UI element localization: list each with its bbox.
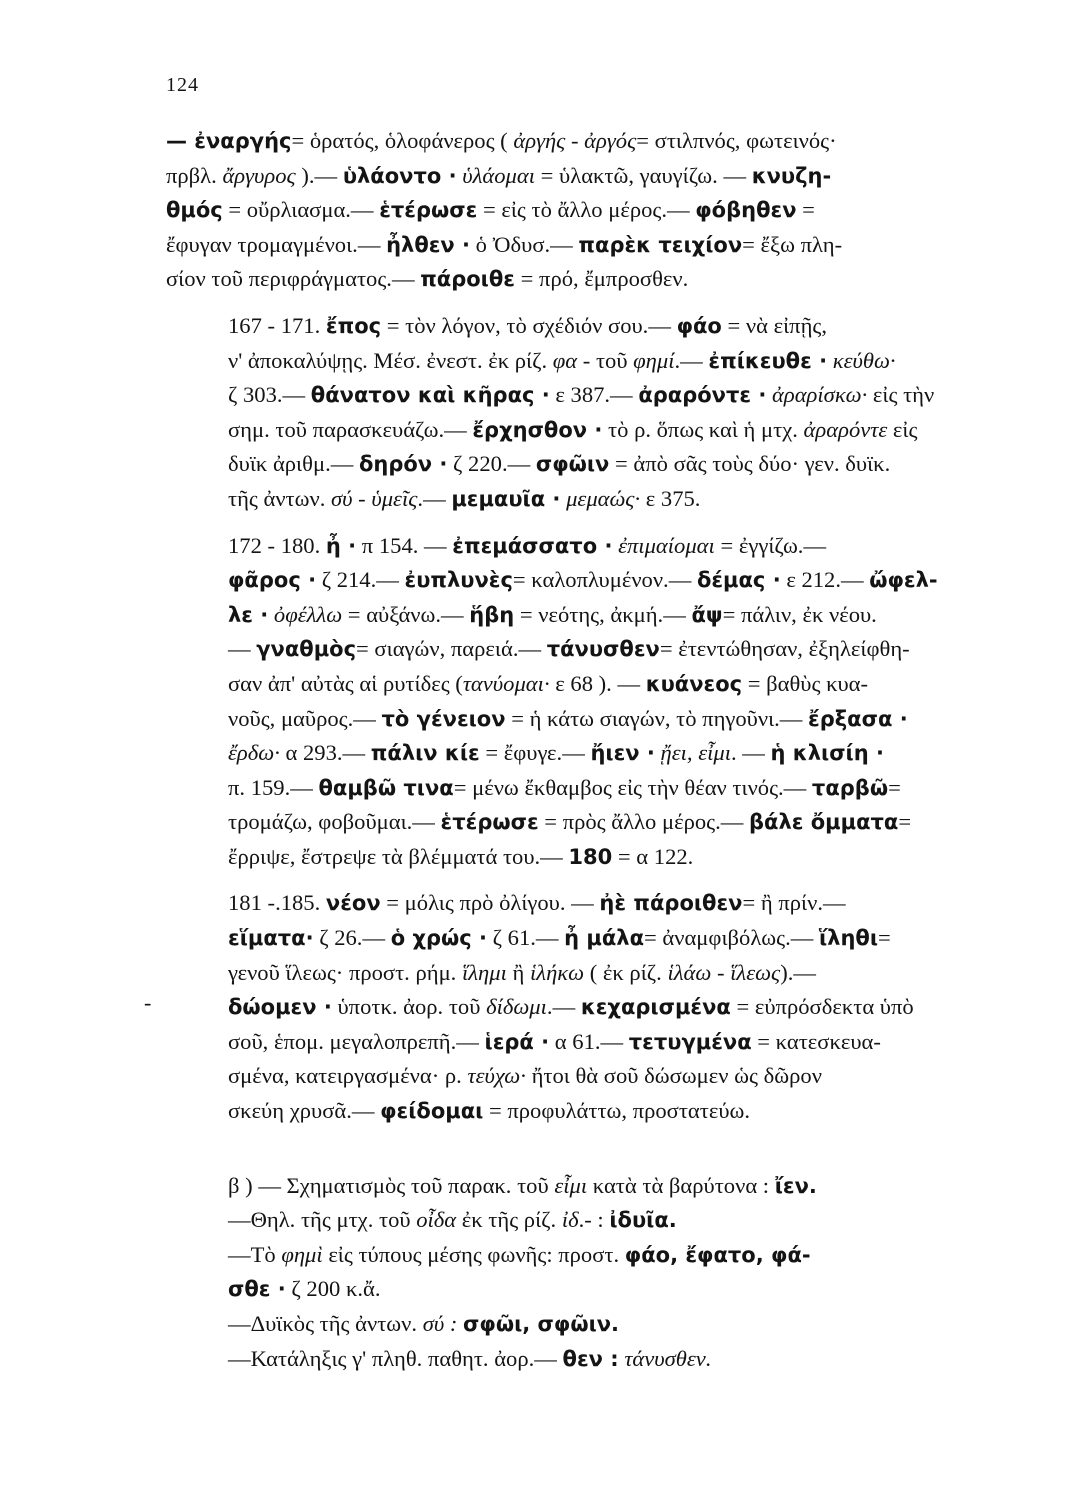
lemma: ὤφελ-: [869, 568, 938, 593]
gloss-text: = ἀναμφιβόλως.—: [644, 925, 819, 951]
lemma: ἑτέρωσε: [379, 198, 478, 223]
gloss-text: =: [878, 925, 891, 951]
lemma: ἵληθι: [819, 926, 879, 951]
gloss-text: σαν ἀπ' αὐτὰς αἱ ρυτίδες (: [228, 670, 463, 696]
italic-text: δίδωμι: [486, 994, 547, 1020]
lemma: εἵματα·: [228, 926, 314, 951]
gloss-text: = πρὸς ἄλλο μέρος.—: [538, 809, 749, 835]
gloss-text: .—: [674, 347, 709, 373]
paragraph-181-185: [166, 886, 1022, 1128]
gloss-text: ζ 214.—: [316, 567, 405, 593]
italic-text: τάνυσθεν.: [624, 1345, 712, 1371]
text-line: [166, 447, 1022, 482]
lemma: σθε ·: [228, 1277, 286, 1302]
text-line: [166, 563, 1022, 598]
italic-text: σύ - ὑμεῖς: [331, 485, 418, 511]
paragraph-phemi: [166, 1238, 1022, 1307]
gloss-text: = τὸν λόγον, τὸ σχέδιόν σου.—: [381, 312, 677, 338]
lemma: ὁ χρώς ·: [390, 926, 488, 951]
gloss-text: ἤτοι θὰ σοῦ δώσωμεν ὡς δῶρον: [525, 1063, 822, 1089]
italic-text: τανύομαι·: [462, 670, 550, 696]
gloss-text: = πάλιν, ἐκ νέου.: [722, 601, 877, 627]
lemma: — ἐναργής: [166, 129, 292, 153]
gloss-text: = πρό, ἔμπροσθεν.: [515, 266, 689, 292]
gloss-text: α 61.—: [549, 1028, 629, 1054]
lemma: φᾶρος ·: [228, 568, 317, 593]
gloss-text: β ) — Σχηματισμὸς τοῦ παρακ. τοῦ: [228, 1172, 555, 1198]
lemma: ἥβη: [469, 602, 515, 627]
lemma: φάο, ἔφατο, φά-: [624, 1242, 811, 1267]
lemma: ἡ κλισίη ·: [770, 741, 884, 766]
lemma: κνυζη-: [751, 163, 832, 188]
gloss-text: = ἢ πρίν.—: [742, 890, 846, 916]
lemma: φείδομαι: [380, 1099, 484, 1124]
gloss-text: —Τὸ: [228, 1241, 282, 1267]
gloss-text: 181 -.185.: [228, 890, 326, 916]
gloss-text: = προφυλάττω, προστατεύω.: [483, 1098, 751, 1124]
italic-text: ᾔει, εἶμι: [654, 740, 731, 766]
lemma: ἰδυῖα.: [609, 1208, 677, 1233]
lemma: ἔρξασα ·: [808, 706, 908, 731]
lemma: ἔπος: [325, 313, 382, 338]
gloss-text: σίον τοῦ περιφράγματος.—: [166, 266, 421, 292]
lemma: λε ·: [228, 602, 269, 627]
text-line: [166, 1169, 1022, 1204]
paragraph-167-171: [166, 309, 1022, 517]
gloss-text: ἢ: [506, 959, 530, 985]
text-line: [166, 667, 1022, 702]
gloss-text: ὁ Ὀδυσ.—: [470, 231, 579, 257]
text-line: [166, 702, 1022, 737]
text-line: [166, 1025, 1022, 1060]
gloss-text: ε 68 ). —: [549, 670, 646, 696]
lemma: ἑτέρωσε: [440, 810, 539, 835]
paragraph-172-180: [166, 529, 1022, 875]
lemma: ὑλάοντο ·: [342, 163, 457, 188]
gloss-text: ).—: [780, 959, 816, 985]
text-line: [166, 482, 1022, 517]
lemma: κεχαρισμένα: [580, 995, 731, 1020]
gloss-text: σοῦ, ἑπομ. μεγαλοπρεπῆ.—: [228, 1028, 485, 1054]
gloss-text: = ἐτεντώθησαν, ἐξηλείφθη-: [659, 636, 910, 662]
gloss-text: = ὁρατός, ὁλοφάνερος (: [291, 128, 514, 153]
text-line: [166, 413, 1022, 448]
gloss-text: = καλοπλυμένον.—: [512, 567, 697, 593]
paragraph-thel: [166, 1203, 1022, 1238]
gloss-text: —: [228, 636, 257, 662]
lemma: τάνυσθεν: [546, 637, 660, 662]
lemma: ἤιεν ·: [590, 741, 655, 766]
gloss-text: τρομάζω, φοβοῦμαι.—: [228, 809, 441, 835]
text-line: [166, 1203, 1022, 1238]
text-line: [166, 309, 1022, 344]
text-line: [166, 378, 1022, 413]
gloss-text: = εὐπρόσδεκτα ὑπὸ: [730, 994, 914, 1020]
italic-text: ἰδ: [561, 1207, 579, 1233]
gloss-text: = νὰ εἰπῇς,: [721, 312, 827, 338]
italic-text: ἄργυρος: [222, 162, 296, 188]
gloss-text: .—: [546, 994, 581, 1020]
gloss-text: = ἔξω πλη-: [742, 231, 843, 257]
gloss-text: .- :: [578, 1207, 610, 1233]
lemma: γναθμὸς: [256, 637, 357, 662]
text-line: [166, 124, 1022, 159]
gloss-text: = εἰς τὸ ἄλλο μέρος.—: [477, 197, 696, 223]
gloss-text: =: [888, 774, 901, 800]
lemma: ἐυπλυνὲς: [404, 568, 513, 593]
gloss-text: π. 159.—: [228, 774, 319, 800]
text-line: [166, 529, 1022, 564]
gloss-text: π 154. —: [356, 532, 453, 558]
italic-text: φα: [552, 347, 578, 373]
lemma: φάο: [676, 313, 722, 338]
gloss-text: τὸ ρ. ὅπως καὶ ἡ μτχ.: [602, 416, 804, 442]
text-line: [166, 921, 1022, 956]
lemma: ἴεν.: [774, 1173, 817, 1198]
text-line: [166, 805, 1022, 840]
lemma: θάνατον καὶ κῆρας ·: [310, 383, 550, 408]
italic-text: εἶμι: [554, 1172, 588, 1198]
italic-text: ἀραρίσκω·: [766, 382, 868, 408]
gloss-text: .—: [417, 485, 452, 511]
lemma: ἦ μάλα: [564, 926, 645, 951]
gloss-text: ζ 26.—: [313, 925, 391, 951]
lemma: τὸ γένειον: [381, 706, 506, 731]
lemma: ἐπίκευθε ·: [708, 348, 828, 373]
gloss-text: = βαθὺς κυα-: [742, 670, 869, 696]
page-number: 124: [166, 74, 199, 96]
gloss-text: ἔρριψε, ἔστρεψε τὰ βλέμματά του.—: [228, 843, 569, 869]
gloss-text: ).—: [295, 162, 343, 188]
lemma: ἱερά ·: [484, 1029, 550, 1054]
gloss-text: = ἔφυγε.—: [479, 740, 591, 766]
italic-text: φημὶ: [281, 1241, 323, 1267]
text-line: [166, 840, 1022, 875]
gloss-text: εἰς: [887, 416, 918, 442]
italic-text: ἵλημι: [461, 959, 507, 985]
gloss-text: 167 - 171.: [228, 312, 326, 338]
gloss-text: κατὰ τὰ βαρύτονα :: [587, 1172, 775, 1198]
gloss-text: εἰς τὴν: [867, 382, 935, 408]
gloss-text: σμένα, κατειργασμένα· ρ.: [228, 1063, 468, 1089]
lemma: ἠὲ πάροιθεν: [599, 891, 743, 916]
text-line: [166, 886, 1022, 921]
gloss-text: ν' ἀποκαλύψῃς. Μέσ. ἐνεστ. ἐκ ρίζ.: [228, 347, 553, 373]
gloss-text: σημ. τοῦ παρασκευάζω.—: [228, 416, 473, 442]
gloss-text: ἐκ τῆς ρίζ.: [456, 1207, 562, 1233]
gloss-text: ἔφυγαν τρομαγμένοι.—: [166, 231, 387, 257]
text-line: [166, 193, 1022, 228]
text-line: [166, 1272, 1022, 1307]
gloss-text: —Δυϊκὸς τῆς ἀντων.: [228, 1311, 423, 1336]
lemma: ἐπεμάσσατο ·: [452, 533, 613, 558]
italic-text: ἀραρόντε: [803, 416, 888, 442]
lemma: δέμας ·: [696, 568, 781, 593]
text-line: [166, 159, 1022, 194]
gloss-text: = νεότης, ἀκμή.—: [514, 601, 692, 627]
text-line: [166, 1094, 1022, 1129]
gloss-text: ζ 220.—: [447, 451, 536, 477]
gloss-text: ( ἐκ ρίζ.: [584, 959, 668, 985]
italic-text: ἔρδω·: [228, 740, 280, 766]
text-line: [166, 1307, 1022, 1342]
lemma: μεμαυῖα ·: [451, 486, 561, 511]
italic-text: ἐπιμαίομαι: [612, 532, 715, 558]
gloss-text: ε 212.—: [780, 567, 870, 593]
italic-text: μεμαώς·: [560, 485, 641, 511]
gloss-text: ζ 200 κ.ἄ.: [285, 1276, 381, 1302]
lemma: φόβηθεν: [695, 198, 797, 223]
gloss-text: γενοῦ ἵλεως· προστ. ρήμ.: [228, 959, 462, 985]
lemma: ἦλθεν ·: [386, 232, 471, 257]
paragraph-beta: [166, 1169, 1022, 1204]
gloss-text: = ὑλακτῶ, γαυγίζω. —: [535, 162, 752, 188]
text-line: [166, 632, 1022, 667]
gloss-text: —Κατάληξις γ' πληθ. παθητ. ἀορ.—: [228, 1345, 563, 1371]
gloss-text: ὑποτκ. ἀορ. τοῦ: [331, 994, 487, 1020]
gloss-text: = σιαγών, παρειά.—: [356, 636, 547, 662]
italic-text: οἶδα: [416, 1207, 457, 1233]
gloss-text: ε 375.: [640, 485, 701, 511]
gloss-text: = κατεσκευα-: [751, 1028, 881, 1054]
lemma: τετυγμένα: [628, 1029, 752, 1054]
lemma: βάλε ὄμματα: [748, 810, 899, 835]
gloss-text: = αὐξάνω.—: [342, 601, 470, 627]
lemma: ἦ ·: [325, 533, 357, 558]
lemma: κυάνεος: [645, 671, 743, 696]
text-line: [166, 990, 1022, 1025]
italic-text: ἱλάω - ἵλεως: [667, 959, 781, 985]
lemma: ταρβῶ: [811, 775, 889, 800]
text-line: [166, 598, 1022, 633]
gloss-text: = μένω ἔκθαμβος εἰς τὴν θέαν τινός.—: [453, 774, 812, 800]
text-line: [166, 771, 1022, 806]
gloss-text: δυϊκ ἀριθμ.—: [228, 451, 359, 477]
italic-text: ὀφέλλω: [268, 601, 343, 627]
lemma: ἄψ: [691, 602, 723, 627]
lemma: 180: [568, 844, 613, 869]
lemma: πάλιν κίε: [370, 741, 480, 766]
gloss-text: 172 - 180.: [228, 532, 326, 558]
gloss-text: πρβλ.: [166, 162, 223, 188]
text-line: [166, 262, 1022, 297]
gloss-text: εἰς τύπους μέσης φωνῆς: προστ.: [322, 1241, 625, 1267]
italic-text: ἀργής - ἀργός: [513, 128, 637, 153]
gloss-text: =: [796, 197, 815, 223]
gloss-text: - τοῦ: [577, 347, 634, 373]
gloss-text: . —: [731, 740, 771, 766]
gloss-text: = στιλπνός, φωτεινός·: [636, 128, 837, 153]
gloss-text: = α 122.: [612, 843, 694, 869]
text-line: [166, 344, 1022, 379]
text-line: [166, 956, 1022, 991]
lemma: θαμβῶ τινα: [318, 775, 454, 800]
lemma: θεν :: [562, 1346, 619, 1371]
margin-mark: -: [144, 990, 152, 1015]
paragraph-kataleksis: [166, 1342, 1022, 1377]
lemma: πάροιθε: [420, 267, 515, 292]
lemma: θμός: [166, 198, 223, 223]
lemma: νέον: [325, 891, 381, 916]
text-line: [166, 1059, 1022, 1094]
gloss-text: —Θηλ. τῆς μτχ. τοῦ: [228, 1207, 417, 1233]
body-text: [166, 124, 1022, 1376]
gloss-text: = ἐγγίζω.—: [714, 532, 827, 558]
lemma: δηρόν ·: [358, 452, 448, 477]
gloss-text: α 293.—: [279, 740, 371, 766]
paragraph-dyikos: [166, 1307, 1022, 1342]
gloss-text: νοῦς, μαῦρος.—: [228, 705, 382, 731]
italic-text: ὑλάομαι: [456, 162, 536, 188]
paragraph-enarges: [166, 124, 1022, 297]
gloss-text: ζ 303.—: [228, 382, 311, 408]
italic-text: φημί: [633, 347, 675, 373]
text-line: [166, 1342, 1022, 1377]
text-line: [166, 1238, 1022, 1273]
lemma: παρὲκ τειχίον: [578, 232, 743, 257]
text-line: [166, 228, 1022, 263]
gloss-text: = ἡ κάτω σιαγών, τὸ πηγοῦνι.—: [505, 705, 809, 731]
italic-text: σύ :: [422, 1311, 458, 1336]
lemma: ἔρχησθον ·: [472, 417, 603, 442]
lemma: σφῶιν: [535, 452, 610, 477]
text-line: [166, 736, 1022, 771]
italic-text: τεύχω·: [467, 1063, 526, 1089]
lemma: ἀραρόντε ·: [638, 383, 767, 408]
lemma: δώομεν ·: [228, 995, 332, 1020]
gloss-text: = μόλις πρὸ ὀλίγου. —: [380, 890, 600, 916]
gloss-text: = οὔρλιασμα.—: [222, 197, 380, 223]
gloss-text: ε 387.—: [549, 382, 639, 408]
gloss-text: τῆς ἀντων.: [228, 485, 332, 511]
gloss-text: ζ 61.—: [487, 925, 565, 951]
gloss-text: σκεύη χρυσᾶ.—: [228, 1098, 381, 1124]
lemma: σφῶι, σφῶιν.: [463, 1312, 620, 1336]
gloss-text: =: [898, 809, 912, 835]
italic-text: ἱλήκω: [530, 959, 585, 985]
gloss-text: = ἀπὸ σᾶς τοὺς δύο· γεν. δυϊκ.: [609, 451, 891, 477]
italic-text: κεύθω·: [827, 347, 896, 373]
